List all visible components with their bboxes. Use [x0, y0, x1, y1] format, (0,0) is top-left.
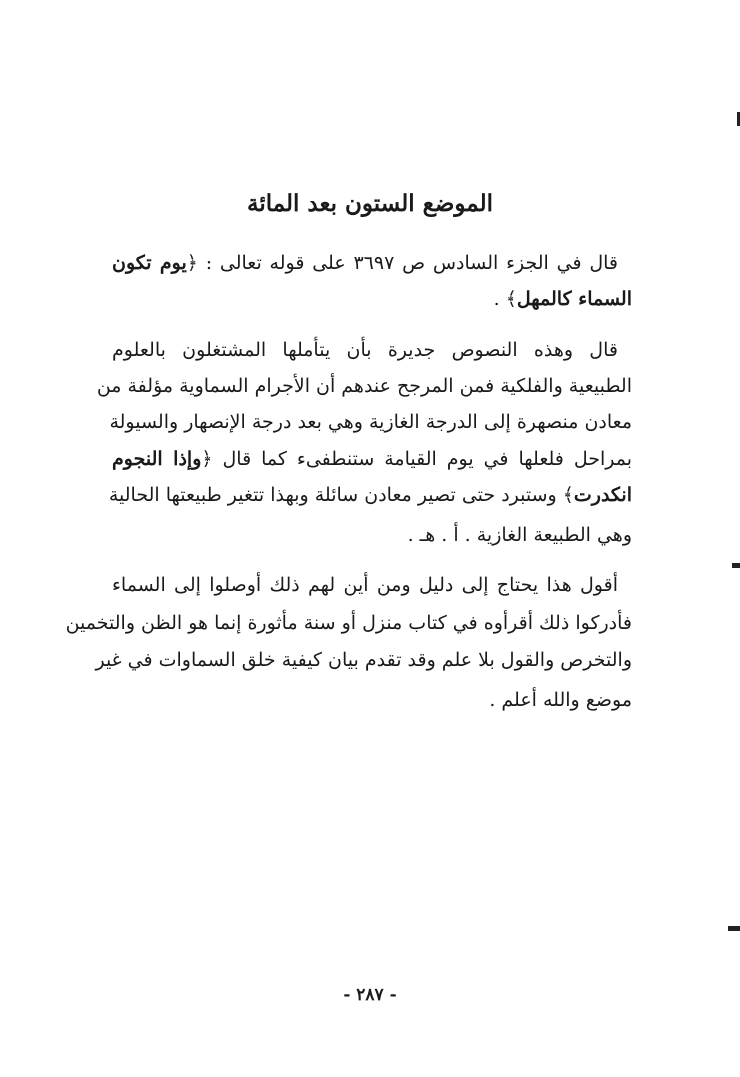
p2-l5-text: ﴾ وستبرد حتى تصير معادن سائلة وبهذا تتغير طبيعتها الحالية [108, 484, 574, 506]
paragraph-2-line-3: معادن منصهرة إلى الدرجة الغازية وهي بعد درجة الإنصهار والسيولة [109, 411, 632, 433]
paragraph-2-line-2: الطبيعية والفلكية فمن المرجح عندهم أن الأجرام السماوية مؤلفة من [96, 375, 632, 397]
p1-l2-text: ﴾ . [493, 288, 517, 310]
scan-edge-mark [732, 563, 740, 568]
section-title: الموضع الستون بعد المائة [246, 190, 493, 217]
p2-l4-text: بمراحل فلعلها في يوم القيامة ستنطفىء كما قال ﴿ [201, 448, 632, 470]
paragraph-2-line-5 [108, 477, 632, 513]
paragraph-1-line-1 [112, 245, 632, 281]
scan-edge-mark [728, 926, 740, 931]
paragraph-3-line-2: فأدركوا ذلك أقرأوه في كتاب منزل أو سنة مأثورة إنما هو الظن والتخمين [65, 612, 632, 634]
page-number: - ٢٨٧ - [343, 985, 397, 1005]
quran-quote: وإذا النجوم [112, 448, 202, 470]
paragraph-2-line-1: قال وهذه النصوص جديرة بأن يتأملها المشتغلون بالعلوم [112, 339, 618, 361]
paragraph-3-line-1: أقول هذا يحتاج إلى دليل ومن أين لهم ذلك أوصلوا إلى السماء [112, 574, 618, 596]
quran-quote: السماء كالمهل [516, 288, 632, 310]
quran-quote: يوم تكون [112, 252, 187, 274]
paragraph-1-line-2 [112, 281, 632, 317]
paragraph-3-line-4: موضع والله أعلم . [489, 689, 632, 711]
paragraph-3-line-3: والتخرص والقول بلا علم وقد تقدم بيان كيفية خلق السماوات في غير [95, 649, 632, 671]
paragraph-2-line-6: وهي الطبيعة الغازية . أ . هـ . [407, 524, 632, 546]
quran-quote: انكدرت [573, 484, 632, 506]
p1-l1-text: قال في الجزء السادس ص ٣٦٩٧ على قوله تعالى : ﴿ [186, 252, 619, 274]
paragraph-2-line-4 [112, 441, 632, 477]
